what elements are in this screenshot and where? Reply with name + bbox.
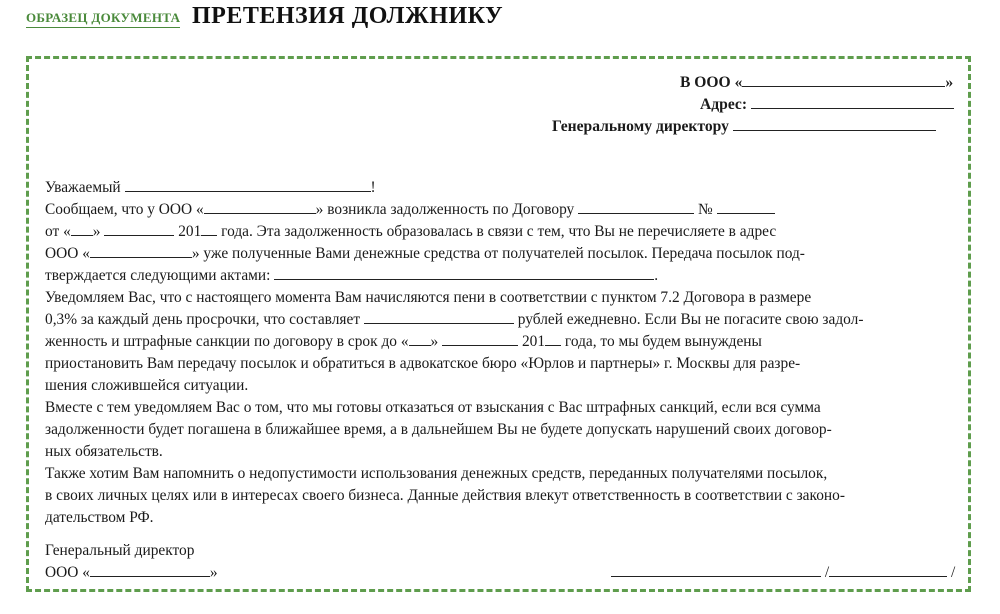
blank-debtor-company[interactable]: [204, 201, 316, 214]
text-fragment: » уже полученные Вами денежные средства от получателей посылок. Передача посылок под-: [191, 245, 805, 262]
text-fragment: женность и штрафные санкции по договору в срок до «: [45, 333, 409, 350]
letter-line: дательством РФ.: [45, 509, 154, 526]
blank-penalty-amount[interactable]: [364, 311, 514, 324]
letter-line: [45, 244, 805, 264]
blank-address[interactable]: [751, 96, 954, 109]
letter-line: шения сложившейся ситуации.: [45, 377, 249, 394]
addressee-director: [552, 117, 936, 137]
blank-deadline-day[interactable]: [409, 333, 431, 346]
signature-company: [45, 563, 218, 583]
blank-company-name[interactable]: [742, 74, 945, 87]
letter-line: [45, 310, 863, 330]
letter-line: Уведомляем Вас, что с настоящего момента Вам начисляются пени в соответствии с пунктом 7.2 Договора в размере: [45, 289, 812, 306]
blank-signature[interactable]: [611, 564, 821, 577]
blank-signature-company[interactable]: [90, 564, 210, 577]
greeting-text: Уважаемый: [45, 179, 121, 196]
text-fragment: Сообщаем, что у ООО «: [45, 201, 204, 218]
blank-director-name[interactable]: [733, 118, 936, 131]
text-fragment: рублей ежедневно. Если Вы не погасите свою задол-: [517, 311, 864, 328]
letter-line: в своих личных целях или в интересах своего бизнеса. Данные действия влекут ответственность в соответствии с законо-: [45, 487, 845, 504]
text-fragment: года. Эта задолженность образовалась в связи с тем, что Вы не перечисляете в адрес: [221, 223, 777, 240]
signature-title: Генеральный директор: [45, 542, 195, 559]
blank-contract-year[interactable]: [201, 223, 217, 236]
text-fragment: »: [430, 333, 439, 350]
blank-deadline-year[interactable]: [545, 333, 561, 346]
addressee-address: [700, 95, 954, 115]
blank-acts-list[interactable]: [274, 267, 654, 280]
addressee-company-suffix: »: [945, 74, 954, 91]
text-fragment: 201: [178, 223, 202, 240]
signature-slash: /: [951, 564, 956, 581]
blank-contract-month[interactable]: [104, 223, 174, 236]
text-fragment: ООО «: [45, 564, 90, 581]
letter-line: [45, 332, 762, 352]
text-fragment: »: [209, 564, 218, 581]
letter-line: приостановить Вам передачу посылок и обратиться в адвокатское бюро «Юрлов и партнеры» г. Москвы для разре-: [45, 355, 801, 372]
document-title: ПРЕТЕНЗИЯ ДОЛЖНИКУ: [192, 3, 504, 29]
letter-line: [45, 222, 776, 242]
text-fragment: » возникла задолженность по Договору: [315, 201, 575, 218]
text-fragment: .: [654, 267, 659, 284]
address-label: Адрес:: [700, 96, 748, 113]
letter-line: Также хотим Вам напомнить о недопустимости использования денежных средств, переданных получателями посылок,: [45, 465, 828, 482]
text-fragment: года, то мы будем вынуждены: [564, 333, 762, 350]
addressee-company: [680, 73, 953, 93]
letter-line: ных обязательств.: [45, 443, 163, 460]
text-fragment: от «: [45, 223, 71, 240]
text-fragment: »: [92, 223, 101, 240]
signature-slash: /: [824, 564, 830, 581]
addressee-company-prefix: В ООО «: [680, 74, 743, 91]
blank-contract-name[interactable]: [578, 201, 694, 214]
text-fragment: №: [697, 201, 713, 218]
text-fragment: 0,3% за каждый день просрочки, что составляет: [45, 311, 361, 328]
text-fragment: ООО «: [45, 245, 90, 262]
letter-line: задолженности будет погашена в ближайшее время, а в дальнейшем Вы не будете допускать нарушений своих договор-: [45, 421, 832, 438]
text-fragment: тверждается следующими актами:: [45, 267, 271, 284]
letter-line: [45, 266, 658, 286]
letter-line: Вместе с тем уведомляем Вас о том, что мы готовы отказаться от взыскания с Вас штрафных санкций, если вся сумма: [45, 399, 821, 416]
blank-deadline-month[interactable]: [442, 333, 518, 346]
blank-sender-company[interactable]: [90, 245, 192, 258]
blank-contract-day[interactable]: [71, 223, 93, 236]
text-fragment: 201: [521, 333, 546, 350]
greeting-line: [45, 178, 376, 198]
signature-lines: [611, 563, 955, 583]
blank-signature-name[interactable]: [829, 564, 947, 577]
greeting-end: !: [370, 179, 376, 196]
document-sample-label: ОБРАЗЕЦ ДОКУМЕНТА: [26, 10, 180, 28]
blank-contract-number[interactable]: [717, 201, 775, 214]
letter-line: [45, 200, 775, 220]
director-label: Генеральному директору: [552, 118, 729, 135]
blank-addressee-name[interactable]: [125, 179, 371, 192]
